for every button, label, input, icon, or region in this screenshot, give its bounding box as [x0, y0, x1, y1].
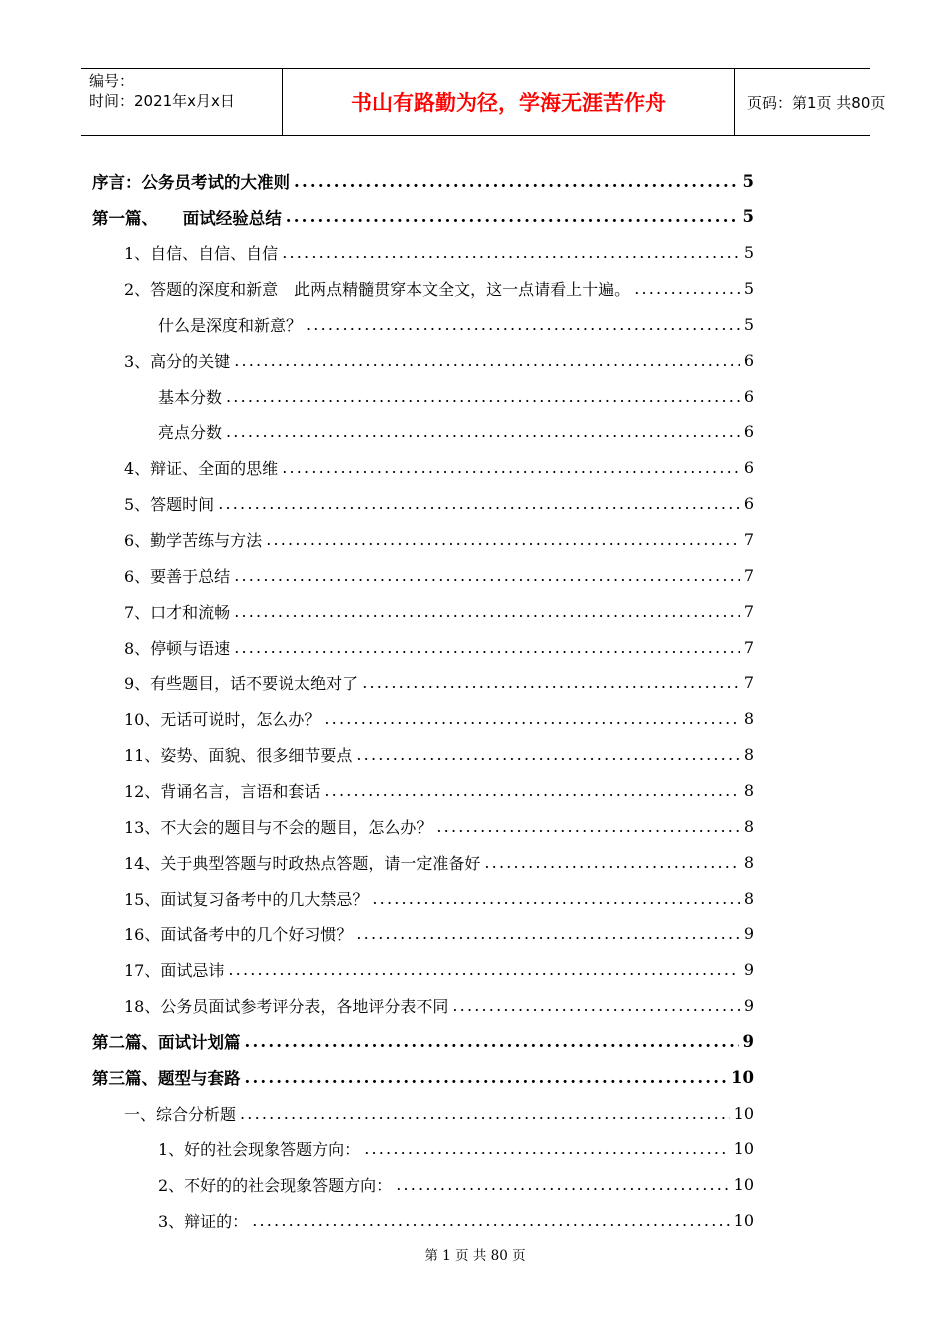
toc-entry-title: 一、综合分析题 — [124, 1104, 237, 1124]
toc-entry-title: 9、有些题目，话不要说太绝对了 — [124, 674, 359, 694]
toc-entry-title: 11、姿势、面貌、很多细节要点 — [124, 746, 353, 766]
toc-dot-leader — [282, 243, 740, 262]
toc-dot-leader — [324, 781, 739, 800]
toc-entry-page: 7 — [743, 601, 754, 621]
toc-entry[interactable] — [158, 415, 754, 449]
toc-dot-leader — [372, 889, 739, 908]
toc-dot-leader — [240, 1104, 730, 1123]
toc-entry[interactable] — [124, 487, 754, 521]
toc-dot-leader — [228, 960, 739, 979]
toc-entry-title: 6、要善于总结 — [124, 566, 231, 586]
toc-entry[interactable] — [158, 379, 754, 413]
toc-dot-leader — [245, 1032, 739, 1051]
toc-entry[interactable] — [124, 451, 754, 485]
toc-entry-page: 9 — [742, 1031, 754, 1051]
toc-entry[interactable] — [124, 666, 754, 700]
toc-entry[interactable] — [124, 953, 754, 987]
toc-dot-leader — [245, 1068, 728, 1087]
toc-entry-title: 15、面试复习备考中的几大禁忌？ — [124, 889, 369, 909]
toc-entry[interactable] — [124, 917, 754, 951]
header-meta — [81, 69, 283, 135]
toc-entry-page: 7 — [743, 637, 754, 657]
toc-entry-title: 7、口才和流畅 — [124, 602, 231, 622]
toc-entry-page: 7 — [743, 530, 754, 549]
toc-entry-page: 8 — [743, 816, 754, 836]
toc-entry[interactable] — [124, 702, 754, 736]
toc-entry-page: 8 — [743, 780, 754, 800]
toc-entry-page: 9 — [743, 996, 754, 1016]
page-header — [81, 68, 886, 136]
toc-dot-leader — [252, 1211, 729, 1230]
toc-entry[interactable] — [158, 1132, 754, 1166]
toc-dot-leader — [634, 279, 740, 298]
toc-entry-title: 第三篇、题型与套路 — [92, 1069, 241, 1089]
toc-dot-leader — [234, 351, 740, 370]
toc-entry-title: 1、自信、自信、自信 — [124, 244, 279, 264]
toc-dot-leader — [396, 1175, 729, 1194]
toc-dot-leader — [218, 494, 740, 513]
toc-entry-page: 8 — [743, 709, 754, 729]
toc-dot-leader — [266, 530, 740, 549]
toc-dot-leader — [234, 566, 740, 585]
toc-entry-title: 第一篇、 面试经验总结 — [92, 208, 282, 228]
toc-entry[interactable] — [124, 594, 754, 628]
toc-entry[interactable] — [124, 1096, 754, 1130]
toc-dot-leader — [452, 996, 739, 1015]
toc-dot-leader — [436, 817, 739, 836]
toc-entry-page: 10 — [731, 1067, 754, 1087]
toc-entry-title: 第二篇、面试计划篇 — [92, 1033, 241, 1053]
toc-entry-page: 5 — [742, 207, 754, 227]
header-motto: 书山有路勤为径，学海无涯苦作舟 — [283, 69, 735, 135]
toc-entry-page: 10 — [733, 1139, 754, 1159]
document-date-label: 时间：2021年x月x日 — [89, 92, 235, 110]
toc-entry-page: 5 — [743, 243, 754, 263]
toc-entry-title: 4、辩证、全面的思维 — [124, 459, 279, 479]
toc-entry-page: 10 — [733, 1103, 754, 1123]
toc-entry-title: 12、背诵名言，言语和套话 — [124, 781, 321, 801]
toc-entry[interactable] — [124, 272, 754, 306]
toc-entry-title: 17、面试忌讳 — [124, 961, 225, 981]
toc-entry[interactable] — [158, 307, 754, 341]
toc-dot-leader — [364, 1139, 729, 1158]
toc-entry-page: 8 — [743, 888, 754, 908]
toc-entry[interactable] — [124, 630, 754, 664]
toc-entry-title: 2、不好的的社会现象答题方向： — [158, 1176, 393, 1196]
toc-entry-title: 14、关于典型答题与时政热点答题，请一定准备好 — [124, 853, 481, 873]
toc-dot-leader — [484, 853, 739, 872]
toc-entry-page: 10 — [733, 1211, 754, 1231]
toc-dot-leader — [294, 172, 739, 191]
toc-entry-title: 8、停顿与语速 — [124, 638, 231, 658]
toc-entry[interactable] — [124, 773, 754, 807]
toc-entry-title: 18、公务员面试参考评分表，各地评分表不同 — [124, 997, 449, 1017]
toc-entry-title: 10、无话可说时，怎么办？ — [124, 710, 321, 730]
header-page-info: 页码：第1页 共80页 — [747, 93, 886, 112]
toc-entry-title: 13、不大会的题目与不会的题目，怎么办？ — [124, 817, 433, 837]
toc-entry-title: 3、高分的关键 — [124, 351, 231, 371]
toc-dot-leader — [282, 458, 740, 477]
page-footer: 第 1 页 共 80 页 — [424, 1248, 526, 1264]
toc-entry[interactable] — [124, 881, 754, 915]
toc-dot-leader — [324, 709, 739, 728]
toc-entry-page: 7 — [743, 673, 754, 693]
document-number-label: 编号： — [89, 72, 135, 90]
toc-entry-page: 8 — [743, 852, 754, 872]
toc-dot-leader — [362, 673, 740, 692]
toc-entry[interactable] — [124, 523, 754, 557]
toc-dot-leader — [356, 745, 739, 764]
toc-entry-page: 8 — [743, 745, 754, 765]
toc-entry-title: 什么是深度和新意？ — [158, 315, 303, 335]
toc-entry[interactable] — [92, 1024, 754, 1058]
toc-entry-page: 7 — [743, 565, 754, 585]
toc-entry[interactable] — [158, 1204, 754, 1238]
toc-dot-leader — [286, 207, 739, 226]
toc-entry[interactable] — [158, 1168, 754, 1202]
toc-entry-page: 6 — [743, 494, 754, 514]
toc-entry-page: 5 — [743, 279, 754, 299]
toc-entry-title: 5、答题时间 — [124, 495, 215, 515]
toc-entry-page: 6 — [743, 386, 754, 406]
toc-entry-page: 6 — [743, 350, 754, 370]
toc-dot-leader — [234, 638, 740, 657]
toc-dot-leader — [356, 924, 739, 943]
toc-entry[interactable] — [124, 343, 754, 377]
toc-entry[interactable] — [124, 236, 754, 270]
toc-entry-title: 3、辩证的： — [158, 1212, 249, 1232]
toc-entry-title: 16、面试备考中的几个好习惯？ — [124, 925, 353, 945]
toc-entry-page: 5 — [743, 314, 754, 334]
toc-entry[interactable] — [124, 845, 754, 879]
toc-entry-title: 序言：公务员考试的大准则 — [92, 173, 290, 192]
toc-entry-title: 2、答题的深度和新意 此两点精髓贯穿本文全文，这一点请看上十遍。 — [124, 280, 631, 300]
toc-dot-leader — [306, 315, 740, 334]
toc-entry[interactable] — [92, 1060, 754, 1094]
toc-entry[interactable] — [124, 558, 754, 592]
toc-entry-title: 亮点分数 — [158, 423, 223, 443]
toc-entry-title: 6、勤学苦练与方法 — [124, 531, 263, 550]
toc-entry-page: 6 — [743, 458, 754, 478]
toc-entry[interactable] — [124, 809, 754, 843]
toc-entry-page: 5 — [742, 171, 754, 191]
toc-entry[interactable] — [92, 164, 754, 198]
toc-entry-page: 10 — [733, 1175, 754, 1195]
toc-entry-page: 6 — [743, 422, 754, 442]
toc-dot-leader — [226, 387, 740, 406]
toc-entry-title: 基本分数 — [158, 387, 223, 407]
toc-entry[interactable] — [124, 738, 754, 772]
toc-dot-leader — [226, 422, 740, 441]
toc-entry[interactable] — [92, 200, 754, 234]
toc-dot-leader — [234, 602, 740, 621]
toc-entry-title: 1、好的社会现象答题方向： — [158, 1140, 361, 1160]
toc-entry-page: 9 — [743, 924, 754, 944]
toc-entry[interactable] — [124, 989, 754, 1023]
toc-entry-page: 9 — [743, 960, 754, 980]
